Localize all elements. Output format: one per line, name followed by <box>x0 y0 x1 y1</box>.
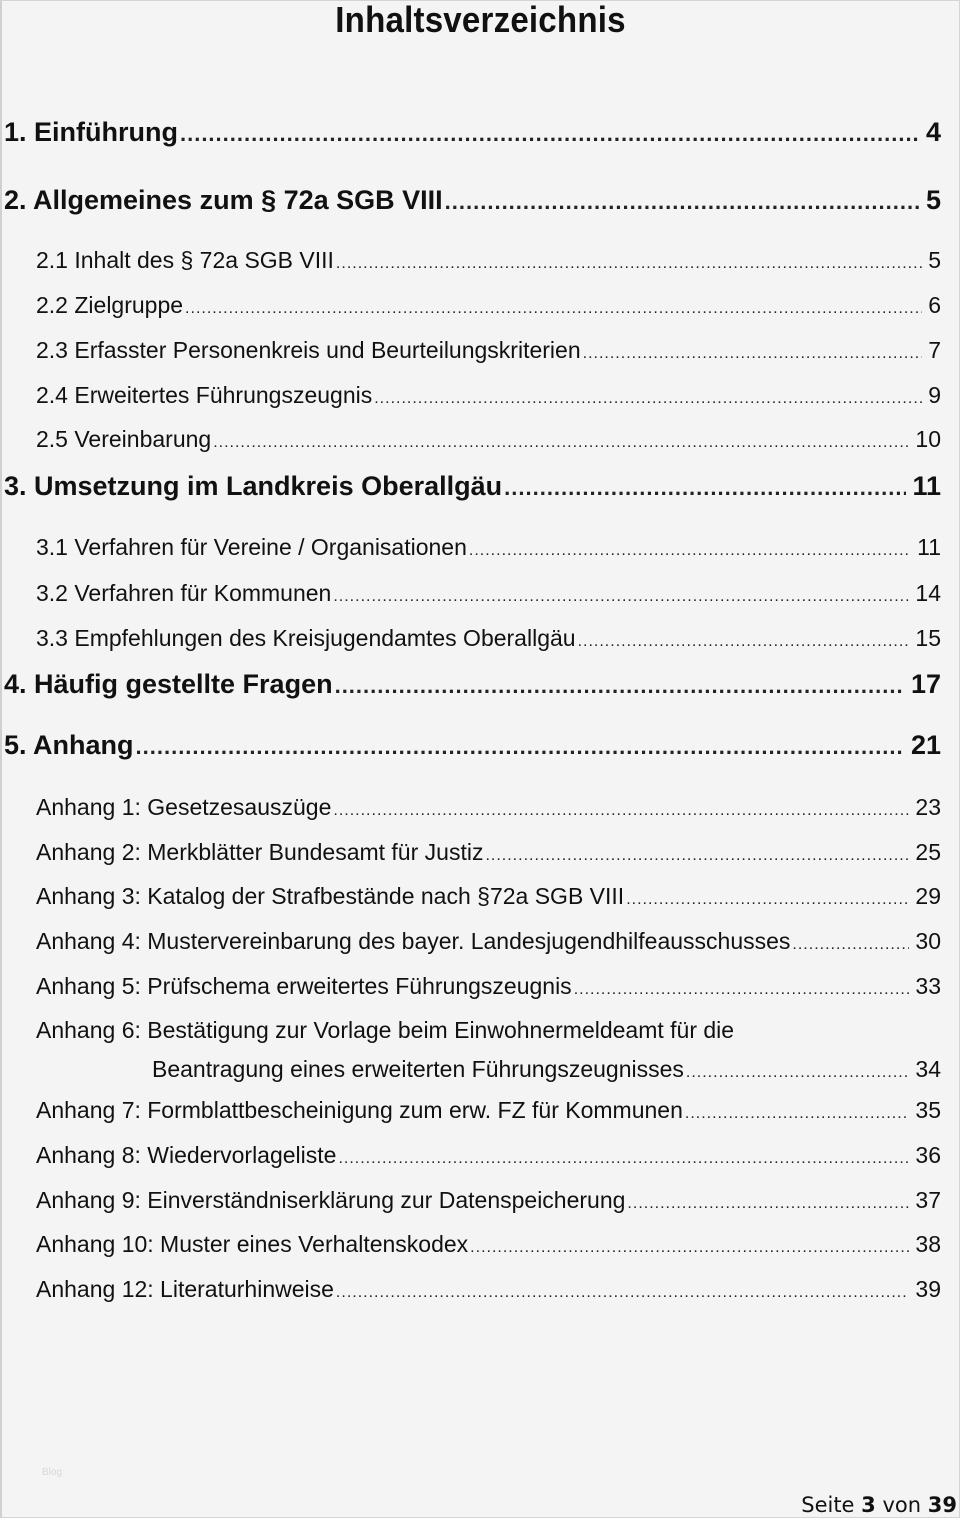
toc-page-number: 30 <box>915 928 941 954</box>
dot-leader <box>336 1284 909 1302</box>
dot-leader <box>335 673 905 699</box>
toc-entry-anhang-12[interactable] <box>36 1276 941 1303</box>
toc-entry-anhang-4[interactable] <box>36 928 941 955</box>
toc-entry-anhang-8[interactable] <box>36 1142 941 1169</box>
toc-page-number: 11 <box>912 471 941 501</box>
toc-entry-label: Anhang 2: Merkblätter Bundesamt für Justiz <box>36 839 484 865</box>
dot-leader <box>180 121 920 147</box>
toc-page-number: 21 <box>910 730 941 760</box>
footer-separator: von <box>882 1493 922 1517</box>
toc-entry-anhang-10[interactable] <box>36 1231 941 1258</box>
dot-leader <box>686 1064 910 1082</box>
toc-entry-label: 1. Einführung <box>4 117 178 147</box>
toc-entry-2-2[interactable] <box>36 292 941 319</box>
toc-page-number: 11 <box>917 534 941 560</box>
dot-leader <box>136 734 905 760</box>
toc-entry-anhang-5[interactable] <box>36 973 941 1000</box>
toc-entry-label: 5. Anhang <box>4 730 134 760</box>
toc-entry-2-3[interactable] <box>36 337 941 364</box>
toc-page-number: 5 <box>928 247 941 273</box>
toc-page-number: 33 <box>915 973 941 999</box>
dot-leader <box>336 255 922 273</box>
footer-total-pages: 39 <box>927 1493 957 1517</box>
page-title: Inhaltsverzeichnis <box>335 0 626 40</box>
toc-entry-label: Beantragung eines erweiterten Führungszeugnisses <box>152 1056 684 1082</box>
toc-page-number: 37 <box>915 1187 941 1213</box>
toc-page-number: 38 <box>915 1231 941 1257</box>
toc-entry-label: 3.2 Verfahren für Kommunen <box>36 580 332 606</box>
toc-entry-3-2[interactable] <box>36 580 941 607</box>
toc-entry-label: Anhang 12: Literaturhinweise <box>36 1276 334 1302</box>
toc-page-number: 4 <box>925 117 941 147</box>
toc-entry-label: Anhang 3: Katalog der Strafbestände nach §72a SGB VIII <box>36 883 625 909</box>
toc-entry-label: 2.4 Erweitertes Führungszeugnis <box>36 382 373 408</box>
toc-entry-label: Anhang 7: Formblattbescheinigung zum erw. FZ für Kommunen <box>36 1097 683 1123</box>
dot-leader <box>185 300 922 318</box>
dot-leader <box>469 542 911 560</box>
toc-page-number: 5 <box>925 185 941 215</box>
toc-entry-label: 2.1 Inhalt des § 72a SGB VIII <box>36 247 334 273</box>
toc-entry-label: Anhang 5: Prüfschema erweitertes Führungszeugnis <box>36 973 572 999</box>
toc-entry-label: Anhang 10: Muster eines Verhaltenskodex <box>36 1231 469 1257</box>
toc-entry-2-1[interactable] <box>36 247 941 274</box>
dot-leader <box>574 981 910 999</box>
toc-page-number: 23 <box>915 794 941 820</box>
toc-page-number: 15 <box>915 625 941 651</box>
toc-page-number: 35 <box>915 1097 941 1123</box>
dot-leader <box>374 390 922 408</box>
toc-page-number: 7 <box>928 337 941 363</box>
toc-entry-anhang-7[interactable] <box>36 1097 941 1124</box>
toc-entry-anhang-2[interactable] <box>36 839 941 866</box>
toc-entry-3-1[interactable] <box>36 534 941 561</box>
dot-leader <box>627 1195 909 1213</box>
dot-leader <box>685 1105 910 1123</box>
toc-page-number: 39 <box>915 1276 941 1302</box>
dot-leader <box>338 1150 909 1168</box>
toc-entry-label: 4. Häufig gestellte Fragen <box>4 669 333 699</box>
toc-entry-anhang-6[interactable] <box>152 1056 941 1083</box>
toc-entry-label: 3.3 Empfehlungen des Kreisjugendamtes Oberallgäu <box>36 625 576 651</box>
footer-current-page: 3 <box>861 1493 876 1517</box>
toc-entry-anhang-9[interactable] <box>36 1187 941 1214</box>
toc-entry-label: Anhang 9: Einverständniserklärung zur Datenspeicherung <box>36 1187 626 1213</box>
toc-page-number: 17 <box>910 669 941 699</box>
toc-entry-5[interactable] <box>4 730 941 761</box>
toc-entry-2-5[interactable] <box>36 426 941 453</box>
toc-entry-4[interactable] <box>4 669 941 700</box>
toc-page-number: 25 <box>915 839 941 865</box>
dot-leader <box>333 802 909 820</box>
toc-entry-label: 2.2 Zielgruppe <box>36 292 184 318</box>
toc-entry-label: 3.1 Verfahren für Vereine / Organisationen <box>36 534 467 560</box>
toc-entry-anhang-1[interactable] <box>36 794 941 821</box>
toc-page-number: 36 <box>915 1142 941 1168</box>
toc-page-number: 29 <box>915 883 941 909</box>
dot-leader <box>626 891 909 909</box>
page-footer <box>801 1493 957 1517</box>
toc-page-number: 34 <box>915 1056 941 1082</box>
dot-leader <box>583 345 923 363</box>
toc-entry-label: 2. Allgemeines zum § 72a SGB VIII <box>4 185 443 215</box>
dot-leader <box>504 475 906 501</box>
toc-page-number: 10 <box>915 426 941 452</box>
toc-page-number: 9 <box>928 382 941 408</box>
watermark: Blog <box>42 1467 63 1478</box>
dot-leader <box>792 936 909 954</box>
dot-leader <box>213 434 909 452</box>
toc-entry-label: 2.3 Erfasster Personenkreis und Beurteilungskriterien <box>36 337 581 363</box>
dot-leader <box>578 633 910 651</box>
toc-entry-label: 2.5 Vereinbarung <box>36 426 212 452</box>
toc-entry-anhang-3[interactable] <box>36 883 941 910</box>
dot-leader <box>470 1239 909 1257</box>
toc-entry-label: Anhang 4: Mustervereinbarung des bayer. Landesjugendhilfeausschusses <box>36 928 791 954</box>
toc-entry-label: Anhang 1: Gesetzesauszüge <box>36 794 332 820</box>
dot-leader <box>445 189 920 215</box>
toc-page-number: 14 <box>915 580 941 606</box>
toc-entry-2-4[interactable] <box>36 382 941 409</box>
toc-page-number: 6 <box>928 292 941 318</box>
toc-entry-2[interactable] <box>4 185 941 216</box>
footer-prefix: Seite <box>801 1493 855 1517</box>
dot-leader <box>485 847 909 865</box>
toc-entry-3-3[interactable] <box>36 625 941 652</box>
toc-entry-anhang-6-line-1[interactable]: Anhang 6: Bestätigung zur Vorlage beim Einwohnermeldeamt für die <box>36 1017 735 1043</box>
toc-entry-label: 3. Umsetzung im Landkreis Oberallgäu <box>4 471 503 501</box>
toc-entry-3[interactable] <box>4 471 941 502</box>
dot-leader <box>333 588 909 606</box>
toc-entry-label: Anhang 8: Wiedervorlageliste <box>36 1142 337 1168</box>
toc-entry-1[interactable] <box>4 117 941 148</box>
